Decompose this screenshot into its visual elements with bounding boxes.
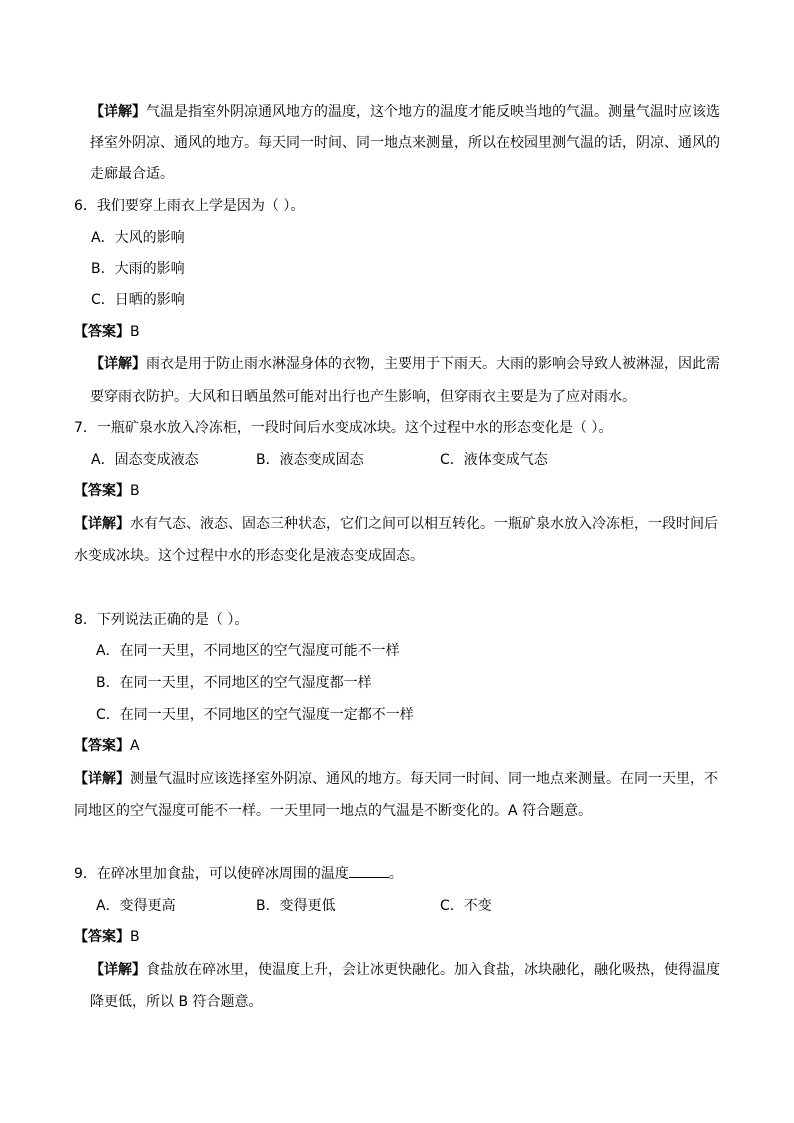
q9-detail-line-2: 降更低，所以 B 符合题意。 <box>90 994 263 1010</box>
q7-option-c: C．液体变成气态 <box>440 452 548 468</box>
q9-stem-after: 。 <box>388 866 403 882</box>
q9-answer <box>74 927 140 947</box>
q8-option-b: B．在同一天里，不同地区的空气湿度都一样 <box>96 675 372 691</box>
q8-detail-text-1: 测量气温时应该选择室外阴凉、通风的地方。每天同一时间、同一地点来测量。在同一天里，不 <box>130 771 718 787</box>
q6-detail-line-2: 要穿雨衣防护。大风和日晒虽然可能对出行也产生影响，但穿雨衣主要是为了应对雨水。 <box>90 389 636 405</box>
q6-option-a: A．大风的影响 <box>91 230 185 246</box>
q9-option-c: C．不变 <box>440 898 492 914</box>
q6-detail-line-1 <box>90 354 720 374</box>
q5-detail-text-1: 气温是指室外阴凉通风地方的温度，这个地方的温度才能反映当地的气温。测量气温时应该选 <box>146 104 720 120</box>
q9-stem-before: 9．在碎冰里加食盐，可以使碎冰周围的温度 <box>74 866 349 882</box>
q6-answer-label: 【答案】 <box>74 324 130 340</box>
q9-option-a: A．变得更高 <box>96 898 176 914</box>
q5-detail-line-2: 择室外阴凉、通风的地方。每天同一时间、同一地点来测量，所以在校园里测气温的话，阴凉、通风的 <box>90 135 720 151</box>
q8-answer-label: 【答案】 <box>74 738 130 754</box>
q7-detail-line-1 <box>74 514 718 534</box>
q5-detail-line-1 <box>90 102 720 122</box>
q9-detail-line-1 <box>90 960 720 980</box>
q8-detail-label: 【详解】 <box>74 771 130 787</box>
q9-answer-label: 【答案】 <box>74 929 130 945</box>
q9-answer-value: B <box>130 929 140 945</box>
q9-answer-blank <box>349 864 389 878</box>
q7-option-a: A．固态变成液态 <box>91 452 199 468</box>
q8-detail-line-1 <box>74 769 718 789</box>
q9-option-b: B．变得更低 <box>256 898 336 914</box>
q6-option-c: C．日晒的影响 <box>91 292 185 308</box>
q7-detail-label: 【详解】 <box>74 516 130 532</box>
q8-detail-line-2: 同地区的空气湿度可能不一样。一天里同一地点的气温是不断变化的。A 符合题意。 <box>74 803 593 819</box>
q6-option-b: B．大雨的影响 <box>91 261 185 277</box>
q5-detail-label: 【详解】 <box>90 104 146 120</box>
q7-stem: 7．一瓶矿泉水放入冷冻柜，一段时间后水变成冰块。这个过程中水的形态变化是（ ）。 <box>74 420 613 436</box>
q7-detail-line-2: 水变成冰块。这个过程中水的形态变化是液态变成固态。 <box>74 548 424 564</box>
q6-detail-label: 【详解】 <box>90 356 146 372</box>
q8-stem: 8．下列说法正确的是（ ）。 <box>74 612 249 628</box>
q6-detail-text-1: 雨衣是用于防止雨水淋湿身体的衣物，主要用于下雨天。大雨的影响会导致人被淋湿，因此需 <box>146 356 720 372</box>
q7-answer <box>74 481 140 501</box>
q6-stem: 6．我们要穿上雨衣上学是因为（ ）。 <box>74 198 305 214</box>
q8-answer-value: A <box>130 738 140 754</box>
q9-detail-text-1: 食盐放在碎冰里，使温度上升，会让冰更快融化。加入食盐，冰块融化，融化吸热，使得温度 <box>146 962 720 978</box>
q9-stem <box>74 864 403 884</box>
q5-detail-line-3: 走廊最合适。 <box>90 166 174 182</box>
q8-option-c: C．在同一天里，不同地区的空气湿度一定都不一样 <box>96 707 414 723</box>
q7-answer-value: B <box>130 483 140 499</box>
q8-answer <box>74 736 140 756</box>
q7-detail-text-1: 水有气态、液态、固态三种状态，它们之间可以相互转化。一瓶矿泉水放入冷冻柜，一段时间后 <box>130 516 718 532</box>
q6-answer-value: B <box>130 324 140 340</box>
q7-option-b: B．液态变成固态 <box>256 452 364 468</box>
q9-detail-label: 【详解】 <box>90 962 146 978</box>
q6-answer <box>74 322 140 342</box>
q8-option-a: A．在同一天里，不同地区的空气湿度可能不一样 <box>96 643 400 659</box>
q7-answer-label: 【答案】 <box>74 483 130 499</box>
